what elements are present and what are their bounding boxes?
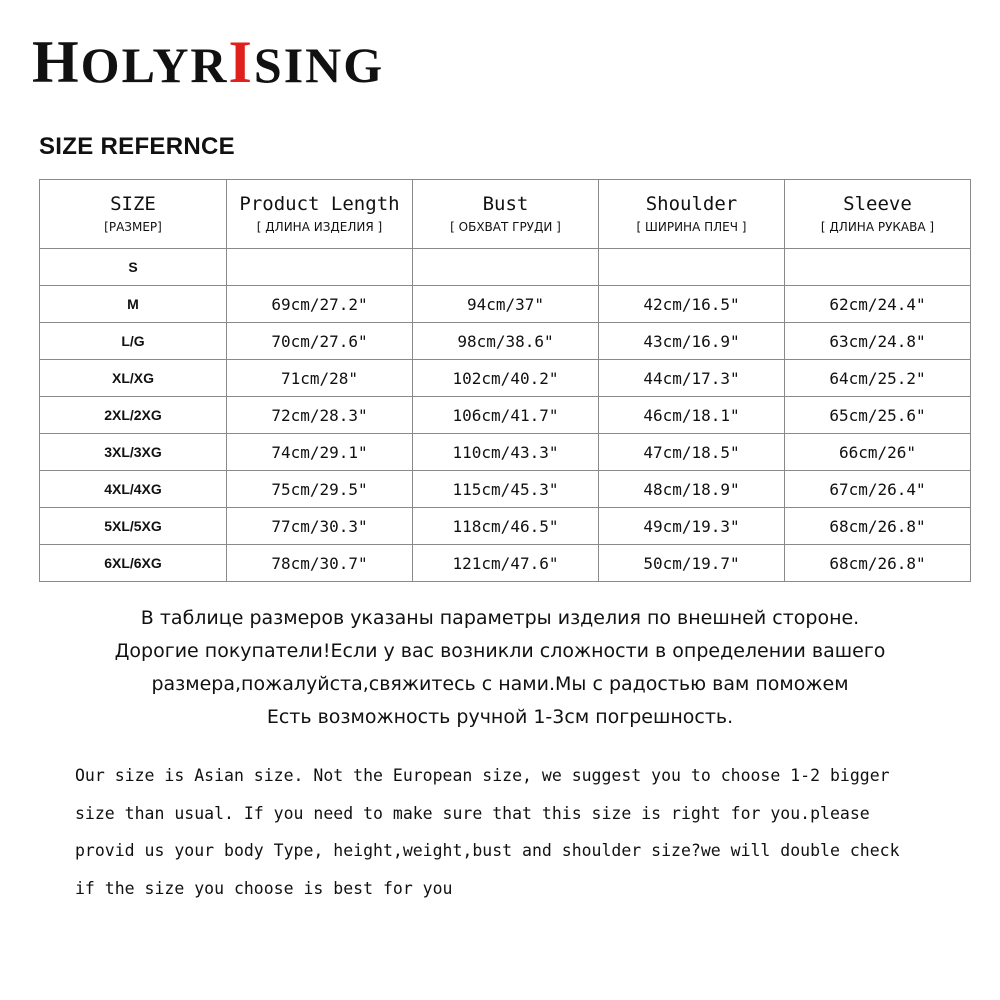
header-sub: [ ШИРИНА ПЛЕЧ ] [636,220,747,234]
russian-note [20,602,980,734]
size-cell: L/G [40,323,227,360]
sleeve-cell: 67cm/26.4" [785,471,971,508]
size-cell: S [40,249,227,286]
product-length-cell: 74cm/29.1" [227,434,413,471]
product-length-cell [227,249,413,286]
product-length-cell: 69cm/27.2" [227,286,413,323]
header-main: Sleeve [843,193,912,215]
russian-note-line: размера,пожалуйста,свяжитесь с нами.Мы с радостью вам поможем [151,673,849,695]
table-row [40,471,971,508]
header-sub: [РАЗМЕР] [104,220,162,234]
brand-first-letter: H [32,29,81,95]
english-note-line: size than usual. If you need to make sure that this size is right for you.please [75,803,870,823]
header-product-length [227,180,413,249]
english-note-line: if the size you choose is best for you [75,878,453,898]
bust-cell: 121cm/47.6" [413,545,599,582]
sleeve-cell: 65cm/25.6" [785,397,971,434]
shoulder-cell: 47cm/18.5" [599,434,785,471]
bust-cell: 118cm/46.5" [413,508,599,545]
size-table [39,179,971,582]
sleeve-cell: 64cm/25.2" [785,360,971,397]
sleeve-cell: 66cm/26" [785,434,971,471]
header-sub: [ ДЛИНА ИЗДЕЛИЯ ] [256,220,383,234]
shoulder-cell [599,249,785,286]
shoulder-cell: 50cm/19.7" [599,545,785,582]
section-title: SIZE REFERNCE [39,133,235,160]
shoulder-cell: 43cm/16.9" [599,323,785,360]
size-cell: 4XL/4XG [40,471,227,508]
size-cell: M [40,286,227,323]
bust-cell: 102cm/40.2" [413,360,599,397]
header-sub: [ ОБХВАТ ГРУДИ ] [450,220,561,234]
russian-note-line: Есть возможность ручной 1-3см погрешность. [266,706,734,728]
bust-cell [413,249,599,286]
header-main: SIZE [110,193,156,215]
header-size [40,180,227,249]
size-cell: 5XL/5XG [40,508,227,545]
product-length-cell: 71cm/28" [227,360,413,397]
table-row [40,397,971,434]
header-sleeve [785,180,971,249]
product-length-cell: 70cm/27.6" [227,323,413,360]
header-main: Shoulder [645,193,738,215]
table-row [40,360,971,397]
english-note-line: provid us your body Type, height,weight,bust and shoulder size?we will double check [75,841,900,860]
brand-text-part2: SING [253,37,385,93]
table-row [40,286,971,323]
size-cell: 6XL/6XG [40,545,227,582]
product-length-cell: 78cm/30.7" [227,545,413,582]
table-row [40,434,971,471]
russian-note-line: В таблице размеров указаны параметры изделия по внешней стороне. [140,607,860,629]
sleeve-cell: 68cm/26.8" [785,545,971,582]
bust-cell: 98cm/38.6" [413,323,599,360]
header-row [40,180,971,249]
sleeve-cell: 63cm/24.8" [785,323,971,360]
size-cell: XL/XG [40,360,227,397]
size-cell: 2XL/2XG [40,397,227,434]
english-note-line: Our size is Asian size. Not the European size, we suggest you to choose 1-2 bigger [75,766,890,785]
shoulder-cell: 44cm/17.3" [599,360,785,397]
bust-cell: 106cm/41.7" [413,397,599,434]
shoulder-cell: 49cm/19.3" [599,508,785,545]
header-sub: [ ДЛИНА РУКАВА ] [820,220,935,234]
product-length-cell: 72cm/28.3" [227,397,413,434]
header-shoulder [599,180,785,249]
sleeve-cell: 62cm/24.4" [785,286,971,323]
sleeve-cell: 68cm/26.8" [785,508,971,545]
brand-text-part1: OLYR [80,37,229,93]
shoulder-cell: 48cm/18.9" [599,471,785,508]
english-note [75,757,975,907]
shoulder-cell: 42cm/16.5" [599,286,785,323]
table-row [40,323,971,360]
bust-cell: 110cm/43.3" [413,434,599,471]
header-bust [413,180,599,249]
header-main: Product Length [239,193,400,215]
table-row [40,249,971,286]
table-row [40,508,971,545]
bust-cell: 94cm/37" [413,286,599,323]
header-main: Bust [482,193,529,215]
size-cell: 3XL/3XG [40,434,227,471]
bust-cell: 115cm/45.3" [413,471,599,508]
shoulder-cell: 46cm/18.1" [599,397,785,434]
product-length-cell: 77cm/30.3" [227,508,413,545]
product-length-cell: 75cm/29.5" [227,471,413,508]
table-row [40,545,971,582]
russian-note-line: Дорогие покупатели!Если у вас возникли сложности в определении вашего [114,640,886,662]
sleeve-cell [785,249,971,286]
brand-red-letter: I [228,29,254,95]
brand-logo [32,29,385,95]
